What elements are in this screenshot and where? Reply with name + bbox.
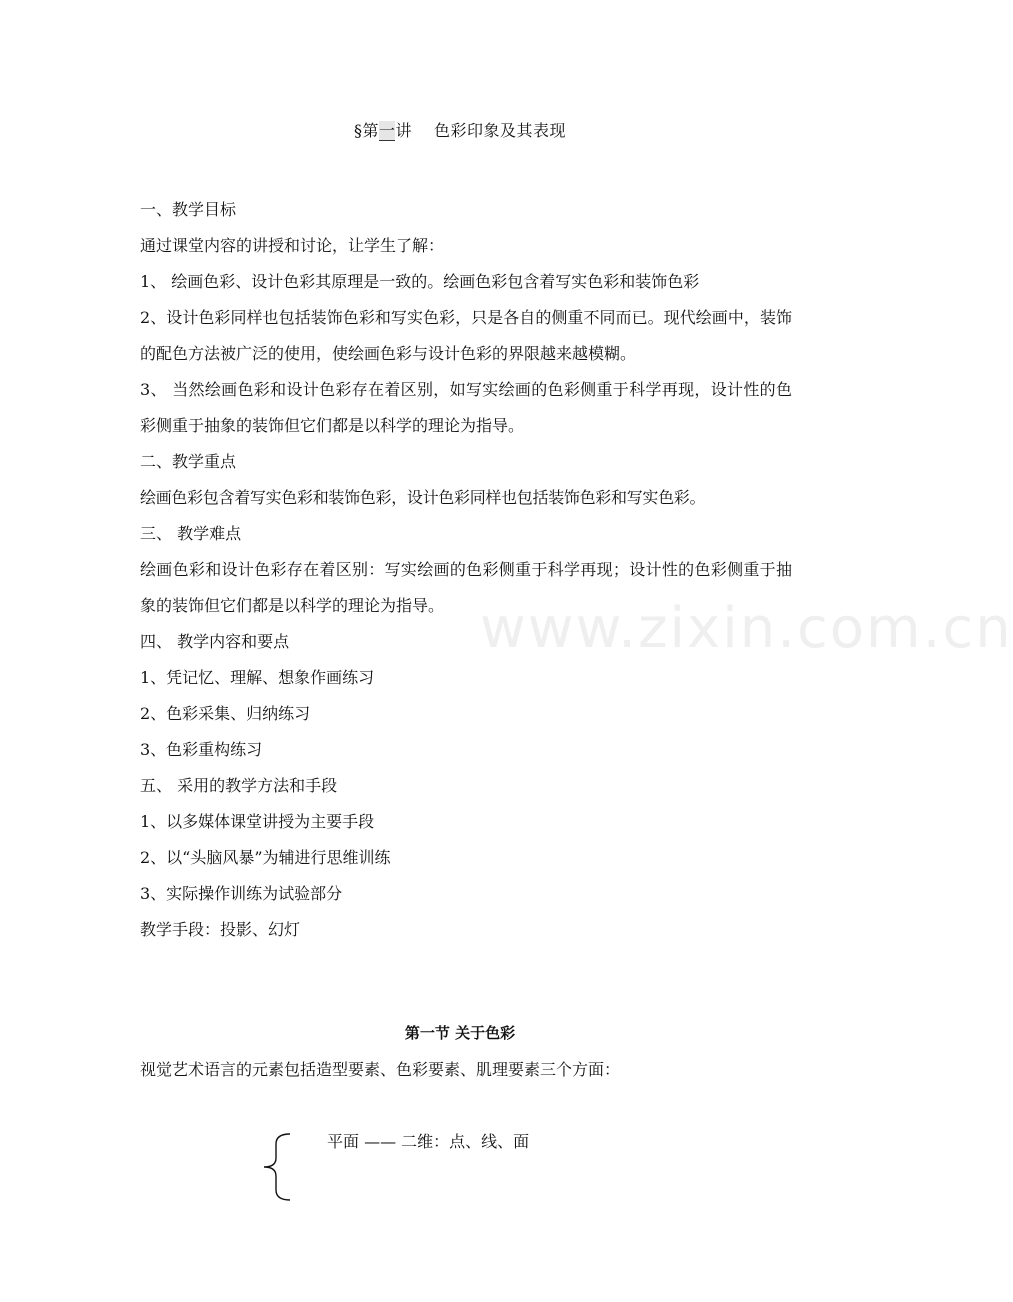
list-item: 1、凭记忆、理解、想象作画练习: [140, 668, 375, 687]
title-prefix: §第: [353, 121, 379, 140]
list-item: 3、实际操作训练为试验部分: [140, 884, 343, 903]
heading-difficulties: 三、 教学难点: [140, 524, 242, 543]
paragraph: 通过课堂内容的讲授和讨论，让学生了解：: [140, 236, 445, 255]
paragraph: 教学手段：投影、幻灯: [140, 920, 301, 939]
paragraph: 绘画色彩包含着写实色彩和装饰色彩，设计色彩同样也包括装饰色彩和写实色彩。: [140, 488, 706, 507]
heading-content: 四、 教学内容和要点: [140, 632, 290, 651]
list-item: 1、以多媒体课堂讲授为主要手段: [140, 812, 375, 831]
list-item: 2、设计色彩同样也包括装饰色彩和写实色彩，只是各自的侧重不同而已。现代绘画中，装饰的配色方法被广泛的使用，使绘画色彩与设计色彩的界限越来越模糊。: [140, 308, 792, 363]
heading-key-points: 二、教学重点: [140, 452, 237, 471]
heading-teaching-goals: 一、教学目标: [140, 200, 237, 219]
page-title: [0, 118, 920, 141]
section-heading: 第一节 关于色彩: [404, 1024, 516, 1042]
list-item: 3、色彩重构练习: [140, 740, 263, 759]
list-item: 3、 当然绘画色彩和设计色彩存在着区别，如写实绘画的色彩侧重于科学再现，设计性的色彩侧重于抽象的装饰但它们都是以科学的理论为指导。: [140, 380, 792, 435]
watermark: www.zixin.com.cn: [480, 596, 1013, 661]
list-item: 2、色彩采集、归纳练习: [140, 704, 311, 723]
list-item: 1、 绘画色彩、设计色彩其原理是一致的。绘画色彩包含着写实色彩和装饰色彩: [140, 272, 700, 291]
paragraph: 绘画色彩和设计色彩存在着区别：写实绘画的色彩侧重于科学再现；设计性的色彩侧重于抽象的装饰但它们都是以科学的理论为指导。: [140, 560, 792, 615]
left-brace-icon: [258, 1132, 294, 1202]
title-suffix: 讲 色彩印象及其表现: [395, 121, 567, 140]
document-body: [140, 192, 792, 948]
list-item: 2、以“头脑风暴”为辅进行思维训练: [140, 848, 391, 867]
title-highlight: 一: [378, 121, 396, 140]
section-intro: 视觉艺术语言的元素包括造型要素、色彩要素、肌理要素三个方面：: [140, 1060, 621, 1079]
heading-methods: 五、 采用的教学方法和手段: [140, 776, 338, 795]
plane-dimension-line: 平面 —— 二维：点、线、面: [327, 1132, 530, 1151]
